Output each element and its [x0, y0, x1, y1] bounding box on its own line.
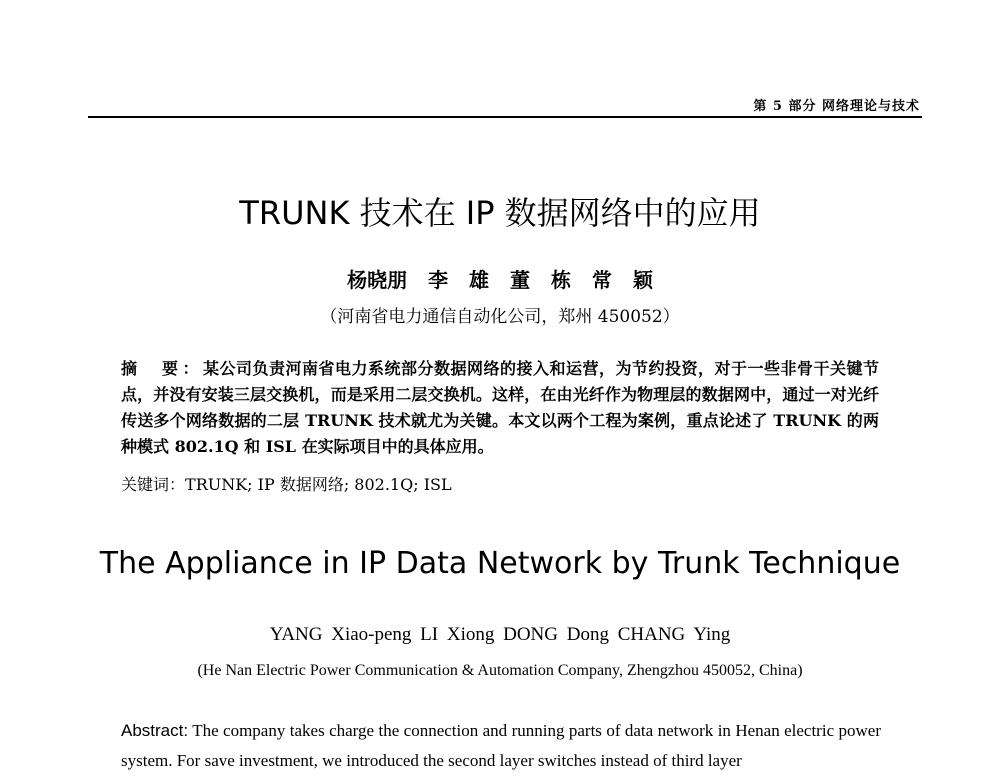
english-authors: YANG Xiao-peng LI Xiong DONG Dong CHANG Ying — [269, 624, 731, 645]
chinese-keywords — [121, 472, 879, 498]
english-abstract-text: The company takes charge the connection and running parts of data network in Henan electric power system. For save investment, we introduced the second layer switches instead of third layer — [121, 721, 881, 770]
chinese-abstract — [121, 356, 879, 460]
english-abstract — [121, 716, 881, 776]
english-abstract-label: Abstract: — [121, 721, 189, 740]
chinese-title: TRUNK 技术在 IP 数据网络中的应用 — [239, 194, 761, 232]
chinese-abstract-text: 某公司负责河南省电力系统部分数据网络的接入和运营，为节约投资，对于一些非骨干关键节点，并没有安装三层交换机，而是采用二层交换机。这样，在由光纤作为物理层的数据网中，通过一对光纤传送多个网络数据的二层 TRUNK 技术就尤为关键。本文以两个工程为案例，重点论述了 TRUNK 的两种模式 802.1Q 和 ISL 在实际项目中的具体应用。 — [121, 359, 879, 456]
chinese-keywords-label: 关键词： — [121, 475, 186, 494]
chinese-abstract-label: 摘 要： — [121, 359, 203, 378]
english-affiliation: (He Nan Electric Power Communication & Automation Company, Zhengzhou 450052, China) — [197, 662, 803, 679]
chinese-affiliation: （河南省电力通信自动化公司，郑州 450052） — [320, 307, 680, 327]
header-rule — [88, 116, 922, 118]
running-head: 第 5 部分 网络理论与技术 — [753, 99, 920, 114]
chinese-keywords-text: TRUNK; IP 数据网络; 802.1Q; ISL — [185, 475, 452, 494]
chinese-authors: 杨晓朋 李 雄 董 栋 常 颖 — [347, 268, 653, 292]
english-title: The Appliance in IP Data Network by Trunk Technique — [99, 546, 901, 581]
